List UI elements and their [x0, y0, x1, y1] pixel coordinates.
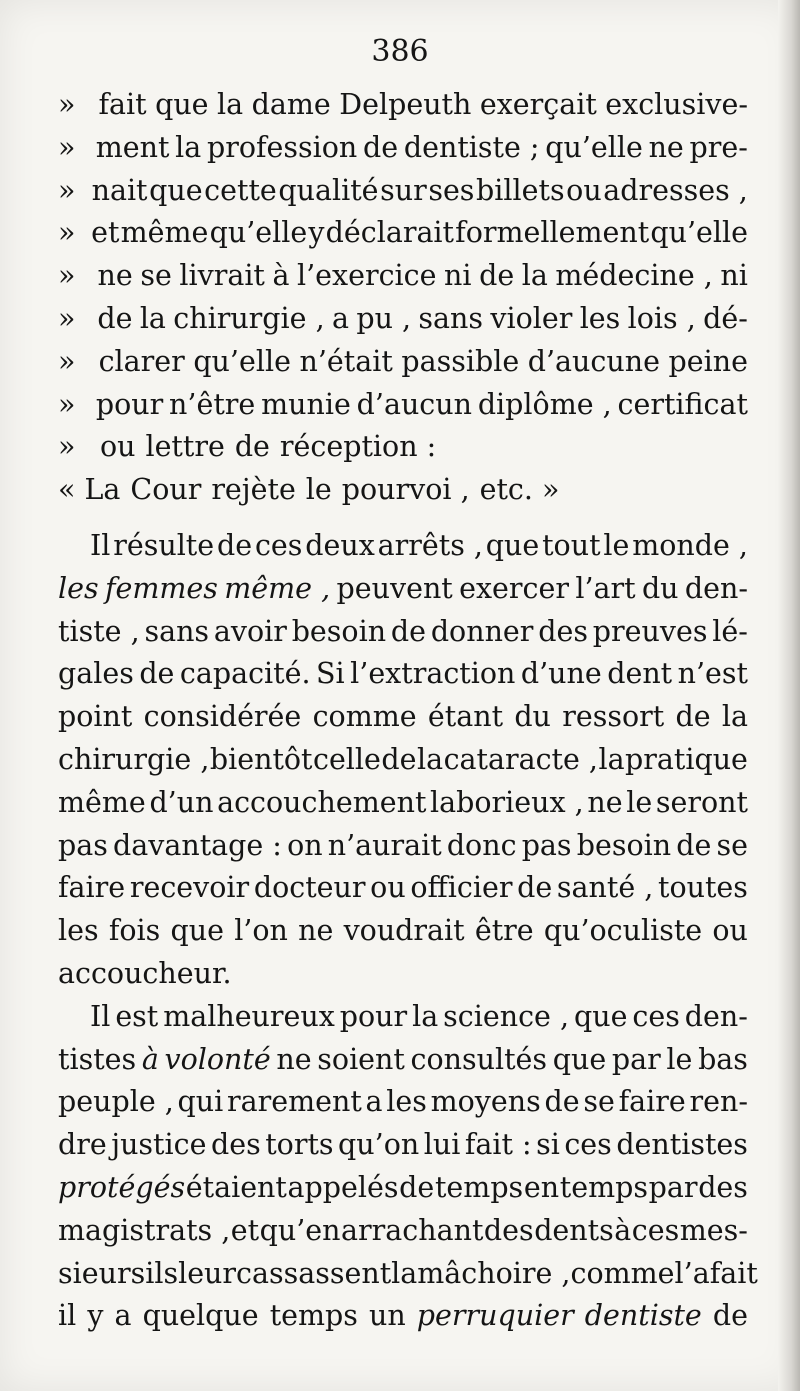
word: accoucheur. — [58, 956, 232, 990]
text-line — [58, 825, 748, 868]
word: ou — [712, 914, 748, 948]
word: etc. » — [479, 473, 560, 507]
word: n’aurait — [327, 828, 442, 862]
text-line — [58, 1081, 748, 1124]
word: celle — [312, 742, 381, 776]
text-line — [58, 525, 748, 568]
word: n’est — [677, 657, 748, 691]
word: n’était — [299, 344, 393, 378]
text-line — [58, 1210, 748, 1253]
word: fait — [709, 1256, 758, 1290]
word: d’aucune — [527, 344, 660, 378]
word: lettre — [145, 430, 225, 464]
word: peuple , — [58, 1085, 174, 1119]
word: y — [308, 216, 325, 250]
quote-mark: » — [58, 259, 76, 293]
word: le — [305, 473, 332, 507]
word: d’aucun — [356, 387, 472, 421]
word: qu’elle — [193, 344, 291, 378]
word: y — [87, 1299, 104, 1333]
word: comme — [570, 1256, 675, 1290]
quote-mark: » — [58, 216, 76, 250]
word: des — [538, 614, 588, 648]
word: consultés — [410, 1042, 548, 1076]
word: « La — [58, 473, 121, 507]
text-line — [58, 255, 748, 298]
word: capacité. — [179, 657, 311, 691]
word: dents — [534, 1213, 614, 1247]
word: pre- — [689, 130, 748, 164]
word: de — [234, 430, 270, 464]
word: livrait — [179, 259, 265, 293]
text-line — [58, 1039, 748, 1082]
word: dentiste ; — [403, 130, 540, 164]
word: justice — [111, 1128, 207, 1162]
word: n’être — [169, 387, 256, 421]
word: de — [675, 700, 711, 734]
word: laborieux , — [430, 785, 584, 819]
word: la — [391, 1256, 418, 1290]
text-line — [58, 212, 748, 255]
word: besoin — [291, 614, 387, 648]
word: les — [579, 301, 621, 335]
word: femmes — [104, 571, 218, 605]
text-line — [58, 1124, 748, 1167]
word: clarer — [98, 344, 185, 378]
word: qu’on — [338, 1128, 420, 1162]
word: la — [598, 742, 625, 776]
word: gales — [58, 657, 134, 691]
word: qu’elle — [209, 216, 308, 250]
word: on — [287, 828, 323, 862]
word: seront — [655, 785, 748, 819]
word: considérée — [143, 700, 302, 734]
word: et — [230, 1213, 260, 1247]
word: ou — [99, 430, 136, 464]
word: pour — [339, 999, 408, 1033]
text-line — [58, 341, 748, 384]
word: mâchoire , — [417, 1256, 571, 1290]
word: de — [139, 657, 175, 691]
word: dentistes — [616, 1128, 748, 1162]
word: torts — [265, 1128, 334, 1162]
word: il — [58, 1299, 77, 1333]
quote-mark: » — [58, 173, 76, 207]
word: de — [390, 614, 426, 648]
word: pas — [521, 828, 572, 862]
word: moyens — [430, 1085, 541, 1119]
word: fait — [98, 88, 147, 121]
word: a — [114, 1299, 132, 1333]
word: adresses , — [603, 173, 748, 207]
word: la — [721, 700, 748, 734]
word: monde , — [632, 528, 748, 562]
word: besoin — [576, 828, 672, 862]
word: rarement — [227, 1085, 362, 1119]
word: recevoir — [129, 871, 250, 905]
word: ces — [631, 1213, 680, 1247]
word: leur — [178, 1256, 237, 1290]
word: den- — [684, 571, 748, 605]
word: la — [139, 301, 166, 335]
word: de — [712, 1299, 748, 1333]
word: est — [115, 999, 159, 1033]
word: appelés — [287, 1170, 399, 1204]
word: qu’en — [259, 1213, 341, 1247]
text-line — [58, 653, 748, 696]
text-line — [58, 170, 748, 213]
word: médecine , — [555, 259, 713, 293]
word: que — [149, 173, 203, 207]
word: être — [474, 914, 534, 948]
word: pratique — [625, 742, 748, 776]
text-line — [58, 568, 748, 611]
word: des — [698, 1170, 748, 1204]
word: ne — [97, 259, 133, 293]
word: pourvoi , — [341, 473, 470, 507]
word: fois — [108, 914, 161, 948]
word: du — [514, 700, 551, 734]
text-line — [58, 384, 748, 427]
word: ni — [720, 259, 748, 293]
word: quelque — [142, 1299, 259, 1333]
word: le — [626, 785, 653, 819]
word: a — [365, 1085, 383, 1119]
word: cassassent — [236, 1256, 392, 1290]
word: arrêts , — [377, 528, 483, 562]
word: dame — [251, 88, 331, 121]
word: dé- — [703, 301, 748, 335]
word: avoir — [213, 614, 287, 648]
word: officier — [410, 871, 513, 905]
word: pu , — [356, 301, 412, 335]
word: billets — [476, 173, 565, 207]
text-line — [58, 469, 748, 512]
text-line — [58, 1167, 748, 1210]
word: que — [485, 528, 540, 562]
word: faire — [618, 1085, 686, 1119]
quote-mark: » — [58, 301, 76, 335]
word: qu’oculiste — [543, 914, 703, 948]
word: temps — [434, 1170, 524, 1204]
word: perruquier — [416, 1299, 574, 1333]
word: peuvent — [336, 571, 453, 605]
word: un — [369, 1299, 406, 1333]
word: point — [58, 700, 133, 734]
word: Cour — [130, 473, 202, 507]
word: cataracte , — [443, 742, 598, 776]
word: Il — [90, 999, 111, 1033]
word: rejète — [211, 473, 296, 507]
word: qu’elle — [545, 130, 643, 164]
quote-mark: » — [58, 387, 76, 421]
text-line — [58, 1253, 758, 1296]
word: preuves — [592, 614, 708, 648]
word: violer — [490, 301, 573, 335]
word: ou — [566, 173, 602, 207]
quote-mark: » — [58, 130, 76, 164]
text-line — [58, 782, 748, 825]
word: dre — [58, 1128, 107, 1162]
word: le — [603, 528, 630, 562]
text-line — [58, 1295, 748, 1338]
word: qualité — [278, 173, 379, 207]
word: à — [272, 259, 290, 293]
text-line — [58, 953, 748, 996]
word: ren- — [689, 1085, 748, 1119]
word: deux — [305, 528, 375, 562]
word: que — [573, 999, 628, 1033]
word: la — [521, 259, 548, 293]
word: dentiste — [584, 1299, 702, 1333]
word: de — [399, 1170, 435, 1204]
word: l’on — [234, 914, 288, 948]
word: pas — [58, 828, 108, 862]
word: de — [381, 742, 417, 776]
word: même , — [224, 571, 331, 605]
word: tout — [542, 528, 601, 562]
word: chirurgie , — [173, 301, 325, 335]
word: ment — [95, 130, 170, 164]
word: ses — [428, 173, 475, 207]
word: se — [716, 828, 748, 862]
word: lé- — [712, 614, 748, 648]
word: les — [58, 571, 99, 605]
word: dent — [607, 657, 673, 691]
word: d’un — [149, 785, 214, 819]
word: temps — [269, 1299, 358, 1333]
word: tistes — [58, 1042, 137, 1076]
word: donner — [430, 614, 534, 648]
word: ressort — [562, 700, 665, 734]
word: se — [583, 1085, 615, 1119]
word: résulte — [113, 528, 215, 562]
quote-mark: » — [58, 88, 76, 121]
word: sans — [418, 301, 484, 335]
word: protégés — [58, 1170, 186, 1204]
word: que — [170, 914, 224, 948]
word: soient — [317, 1042, 405, 1076]
word: que — [552, 1042, 607, 1076]
word: exclusive- — [605, 88, 748, 121]
word: de — [676, 828, 712, 862]
word: sur — [380, 173, 427, 207]
quote-mark: » — [58, 430, 76, 464]
word: den- — [684, 999, 748, 1033]
word: bientôt — [209, 742, 313, 776]
word: temps — [559, 1170, 648, 1204]
word: du — [641, 571, 679, 605]
word: déclarait — [325, 216, 455, 250]
word: sans — [144, 614, 210, 648]
word: Si — [316, 657, 345, 691]
word: la — [175, 130, 202, 164]
word: ou — [370, 871, 406, 905]
word: donc — [446, 828, 517, 862]
word: pour — [95, 387, 164, 421]
word: de — [479, 259, 515, 293]
word: la — [416, 742, 444, 776]
word: l’art — [575, 571, 636, 605]
word: arrachant — [341, 1213, 484, 1247]
word: le — [666, 1042, 693, 1076]
word: volonté — [164, 1042, 271, 1076]
word: en — [523, 1170, 560, 1204]
text-line — [58, 996, 748, 1039]
body-text — [58, 84, 758, 1338]
word: comme — [312, 700, 417, 734]
word: malheureux — [163, 999, 335, 1033]
word: se — [140, 259, 172, 293]
word: ni — [444, 259, 472, 293]
word: lui — [423, 1128, 461, 1162]
word: l’extraction — [350, 657, 516, 691]
word: des — [483, 1213, 534, 1247]
word: de — [517, 871, 553, 905]
word: ne — [298, 914, 334, 948]
word: science , — [443, 999, 570, 1033]
word: et — [91, 216, 120, 250]
word: la — [412, 999, 439, 1033]
word: munie — [261, 387, 351, 421]
word: lois , — [627, 301, 696, 335]
word: réception : — [279, 430, 437, 464]
word: même — [120, 216, 209, 250]
word: ils — [145, 1256, 179, 1290]
quote-mark: » — [58, 344, 76, 378]
word: à — [614, 1213, 632, 1247]
word: les — [58, 914, 99, 948]
page-number: 386 — [371, 34, 429, 69]
word: Delpeuth — [339, 88, 472, 121]
word: qui — [177, 1085, 224, 1119]
word: l’a — [674, 1256, 710, 1290]
word: de — [544, 1085, 580, 1119]
text-line — [58, 696, 748, 739]
word: Il — [90, 528, 111, 562]
word: diplôme , — [477, 387, 612, 421]
word: magistrats , — [58, 1213, 231, 1247]
word: formellement — [455, 216, 650, 250]
text-line — [58, 127, 748, 170]
text-line — [58, 739, 748, 782]
word: même — [58, 785, 146, 819]
word: ces — [254, 528, 303, 562]
word: docteur — [253, 871, 366, 905]
word: ces — [632, 999, 680, 1033]
word: ne — [587, 785, 623, 819]
text-line — [58, 298, 748, 341]
text-line — [58, 867, 748, 910]
word: peine — [668, 344, 748, 378]
word: exerçait — [479, 88, 597, 121]
word: chirurgie , — [58, 742, 210, 776]
word: la — [217, 88, 244, 121]
word: étaient — [185, 1170, 287, 1204]
word: certificat — [617, 387, 748, 421]
text-line — [58, 611, 748, 654]
word: étant — [427, 700, 504, 734]
word: profession — [206, 130, 358, 164]
text-line — [58, 910, 748, 953]
word: d’une — [520, 657, 602, 691]
word: nait — [91, 173, 148, 207]
word: cette — [204, 173, 277, 207]
word: voudrait — [343, 914, 465, 948]
word: passible — [401, 344, 520, 378]
word: que — [155, 88, 209, 121]
word: a — [332, 301, 349, 335]
word: à — [141, 1042, 159, 1076]
word: de — [363, 130, 399, 164]
word: l’exercice — [296, 259, 437, 293]
word: ne — [276, 1042, 312, 1076]
word: sieurs — [58, 1256, 146, 1290]
word: bas — [698, 1042, 748, 1076]
word: si — [536, 1128, 560, 1162]
word: de — [97, 301, 133, 335]
word: les — [386, 1085, 427, 1119]
word: toutes — [658, 871, 748, 905]
word: ne — [648, 130, 684, 164]
word: des — [210, 1128, 261, 1162]
word: fait : — [464, 1128, 532, 1162]
word: faire — [58, 871, 126, 905]
page-edge-shadow — [778, 0, 800, 1391]
word: santé , — [556, 871, 654, 905]
word: davantage : — [113, 828, 282, 862]
word: exercer — [459, 571, 569, 605]
word: de — [216, 528, 253, 562]
text-line — [58, 84, 748, 127]
word: accouchement — [217, 785, 427, 819]
word: tiste , — [58, 614, 140, 648]
text-line — [58, 426, 748, 469]
word: ces — [564, 1128, 612, 1162]
word: par — [648, 1170, 698, 1204]
word: mes- — [679, 1213, 748, 1247]
word: par — [611, 1042, 661, 1076]
word: qu’elle — [650, 216, 748, 250]
